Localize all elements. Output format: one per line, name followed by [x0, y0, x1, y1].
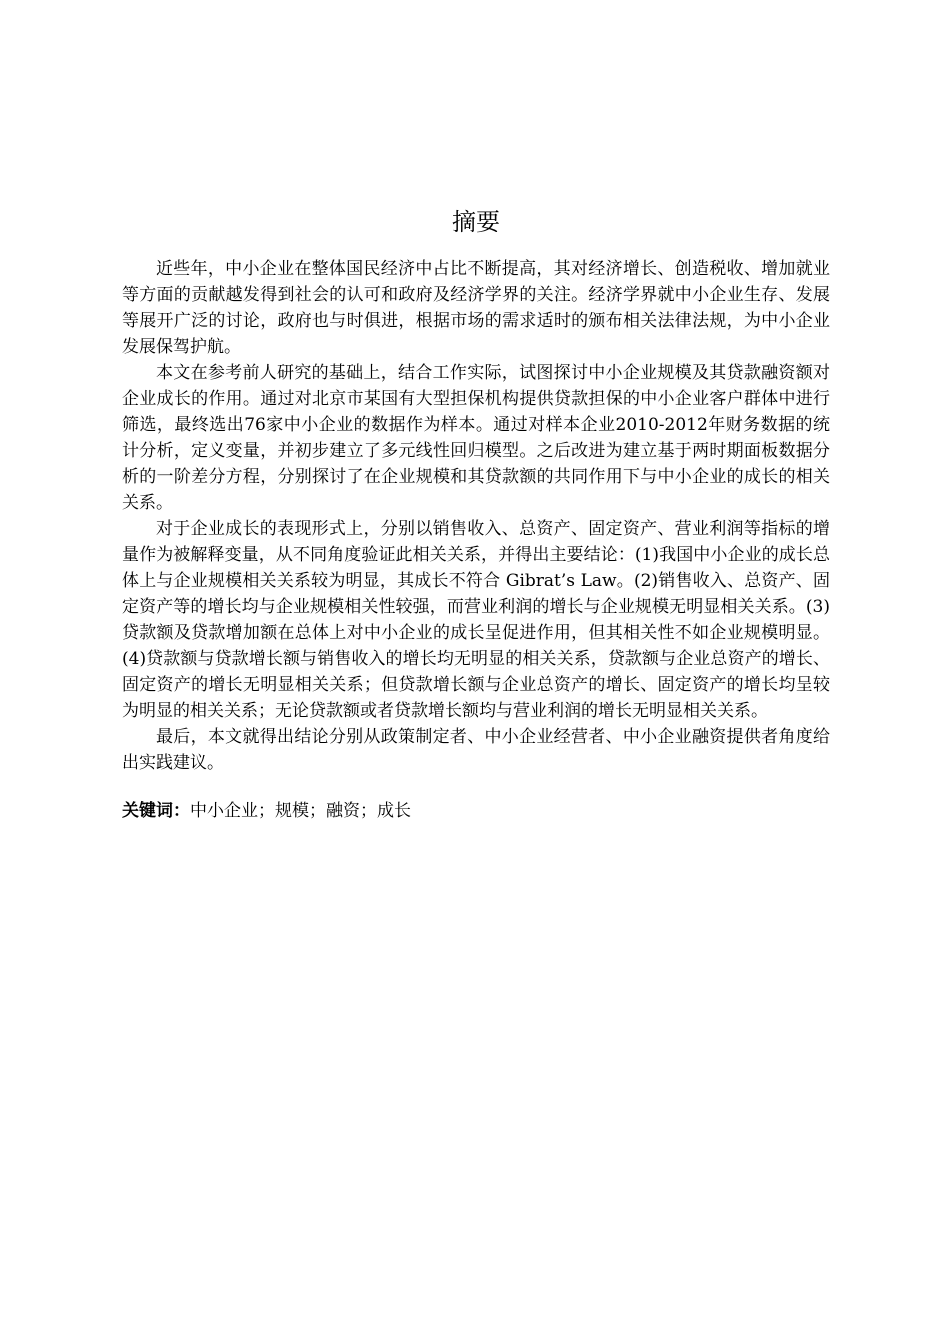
abstract-paragraph-4: 最后，本文就得出结论分别从政策制定者、中小企业经营者、中小企业融资提供者角度给出实践建议。 [122, 727, 830, 773]
keywords-label: 关键词： [122, 801, 190, 821]
abstract-paragraph-2: 本文在参考前人研究的基础上，结合工作实际，试图探讨中小企业规模及其贷款融资额对企业成长的作用。通过对北京市某国有大型担保机构提供贷款担保的中小企业客户群体中进行筛选，最终选出76家中小企业的数据作为样本。通过对样本企业2010-2012年财务数据的统计分析，定义变量，并初步建立了多元线性回归模型。之后改进为建立基于两时期面板数据分析的一阶差分方程，分别探讨了在企业规模和其贷款额的共同作用下与中小企业的成长的相关关系。 [122, 363, 830, 513]
abstract-paragraph-3: 对于企业成长的表现形式上，分别以销售收入、总资产、固定资产、营业利润等指标的增量作为被解释变量，从不同角度验证此相关关系，并得出主要结论：(1)我国中小企业的成长总体上与企业规模相关关系较为明显，其成长不符合 Gibrat’s Law。(2)销售收入、总资产、固定资产等的增长均与企业规模相关性较强，而营业利润的增长与企业规模无明显相关关系。(3)贷款额及贷款增加额在总体上对中小企业的成长呈促进作用，但其相关性不如企业规模明显。(4)贷款额与贷款增长额与销售收入的增长均无明显的相关关系，贷款额与企业总资产的增长、固定资产的增长无明显相关关系；但贷款增长额与企业总资产的增长、固定资产的增长均呈较为明显的相关关系；无论贷款额或者贷款增长额均与营业利润的增长无明显相关关系。 [122, 519, 830, 721]
abstract-section [122, 200, 830, 824]
abstract-title: 摘要 [452, 208, 500, 236]
keywords-text: 中小企业；规模；融资；成长 [190, 801, 411, 821]
abstract-paragraph-1: 近些年，中小企业在整体国民经济中占比不断提高，其对经济增长、创造税收、增加就业等方面的贡献越发得到社会的认可和政府及经济学界的关注。经济学界就中小企业生存、发展等展开广泛的讨论，政府也与时俱进，根据市场的需求适时的颁布相关法律法规，为中小企业发展保驾护航。 [122, 259, 830, 357]
keywords-line [122, 798, 830, 824]
